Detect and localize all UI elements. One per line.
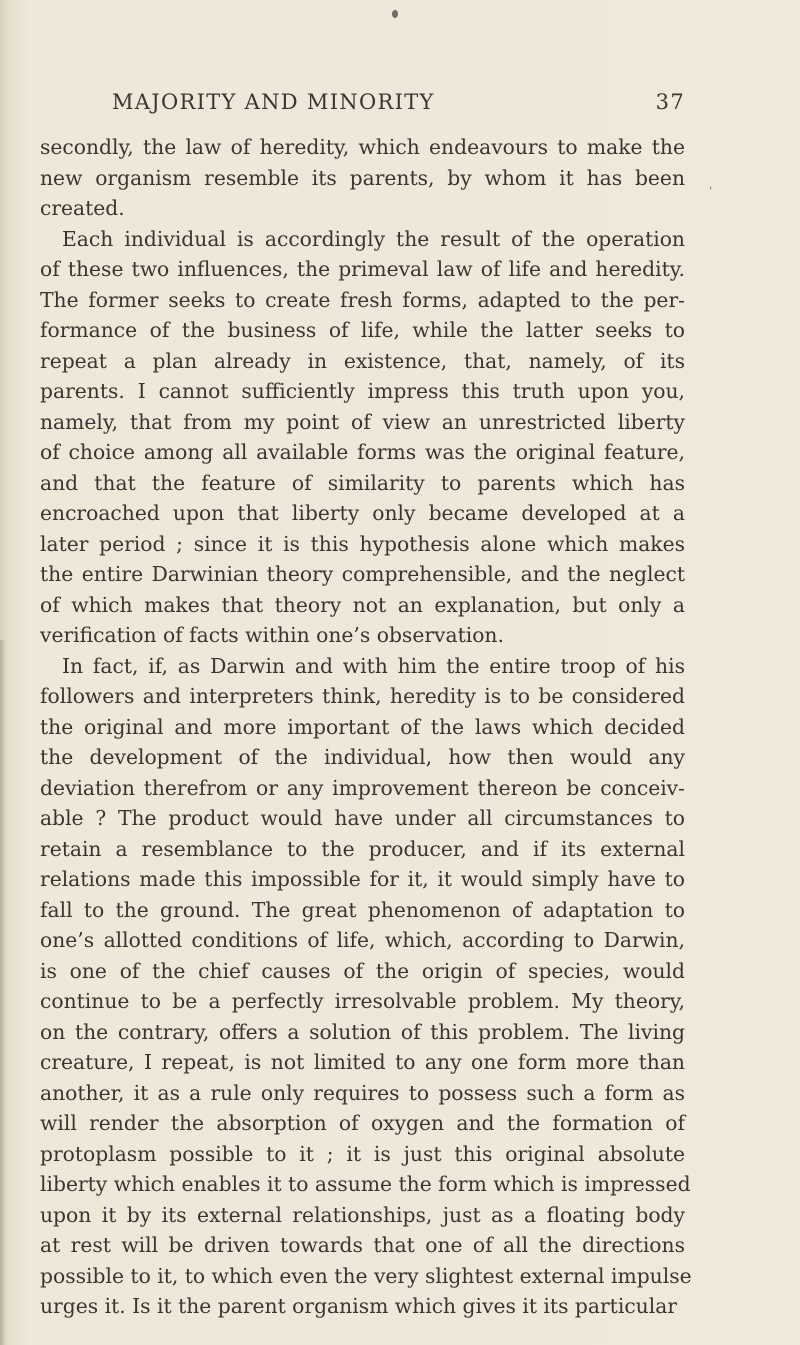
text-line: on the contrary, offers a solution of this problem. The living (40, 1019, 685, 1044)
paragraph (40, 651, 692, 1322)
text-line: secondly, the law of heredity, which endeavours to make the (40, 135, 685, 159)
text-line: created. (40, 196, 125, 220)
text-line: Each individual is accordingly the result of the operation (62, 226, 685, 251)
text-line: protoplasm possible to it ; it is just this original absolute (40, 1141, 685, 1166)
text-line: of choice among all available forms was the original feature, (40, 440, 685, 464)
text-line: possible to it, to which even the very slightest external impulse (40, 1263, 692, 1288)
running-title: MAJORITY AND MINORITY (112, 90, 435, 114)
text-line: one’s allotted conditions of life, which, according to Darwin, (40, 928, 685, 952)
text-line: followers and interpreters think, heredity is to be considered (40, 684, 685, 708)
text-line: relations made this impossible for it, it would simply have to (40, 867, 685, 891)
text-line: formance of the business of life, while the latter seeks to (40, 318, 685, 342)
text-line: liberty which enables it to assume the form which is impressed (40, 1172, 691, 1196)
page-number: 37 (655, 90, 685, 114)
text-line: will render the absorption of oxygen and the formation of (40, 1111, 685, 1135)
text-line: urges it. Is it the parent organism which gives it its particular (40, 1294, 678, 1318)
text-line: The former seeks to create fresh forms, adapted to the per- (40, 287, 685, 312)
paragraph (40, 224, 685, 651)
text-line: the original and more important of the laws which decided (40, 714, 685, 739)
text-line: repeat a plan already in existence, that, namely, of its (40, 348, 685, 373)
text-line: of these two influences, the primeval law of life and heredity. (40, 257, 685, 281)
text-line: at rest will be driven towards that one of all the directions (40, 1233, 685, 1257)
text-line: is one of the chief causes of the origin of species, would (40, 958, 685, 983)
text-line: namely, that from my point of view an unrestricted liberty (40, 409, 685, 434)
text-line: later period ; since it is this hypothesis alone which makes (40, 531, 685, 556)
text-line: In fact, if, as Darwin and with him the entire troop of his (62, 653, 685, 678)
body-text (40, 132, 692, 1322)
text-line: retain a resemblance to the producer, and if its external (40, 836, 685, 861)
text-line: fall to the ground. The great phenomenon of adaptation to (40, 897, 685, 922)
text-line: creature, I repeat, is not limited to any one form more than (40, 1050, 685, 1074)
paragraph (40, 132, 685, 224)
text-line: able ? The product would have under all circumstances to (40, 806, 685, 830)
text-line: the development of the individual, how then would any (40, 745, 685, 769)
text-line: and that the feature of similarity to parents which has (40, 470, 685, 495)
text-line: upon it by its external relationships, just as a floating body (40, 1202, 685, 1227)
text-line: encroached upon that liberty only became developed at a (40, 501, 685, 525)
text-line: the entire Darwinian theory comprehensible, and the neglect (40, 562, 685, 586)
text-line: parents. I cannot sufficiently impress this truth upon you, (40, 379, 685, 403)
page-gutter-shadow (0, 640, 6, 1345)
running-header (112, 90, 685, 120)
text-line: deviation therefrom or any improvement thereon be conceiv- (40, 775, 685, 800)
text-line: verification of facts within one’s observation. (40, 623, 504, 647)
ink-dot-mark (392, 10, 398, 18)
text-line: new organism resemble its parents, by whom it has been (40, 165, 685, 190)
text-line: of which makes that theory not an explanation, but only a (40, 592, 685, 617)
text-line: another, it as a rule only requires to possess such a form as (40, 1080, 685, 1105)
margin-mark: ‘ (709, 186, 713, 197)
text-line: continue to be a perfectly irresolvable problem. My theory, (40, 989, 685, 1013)
